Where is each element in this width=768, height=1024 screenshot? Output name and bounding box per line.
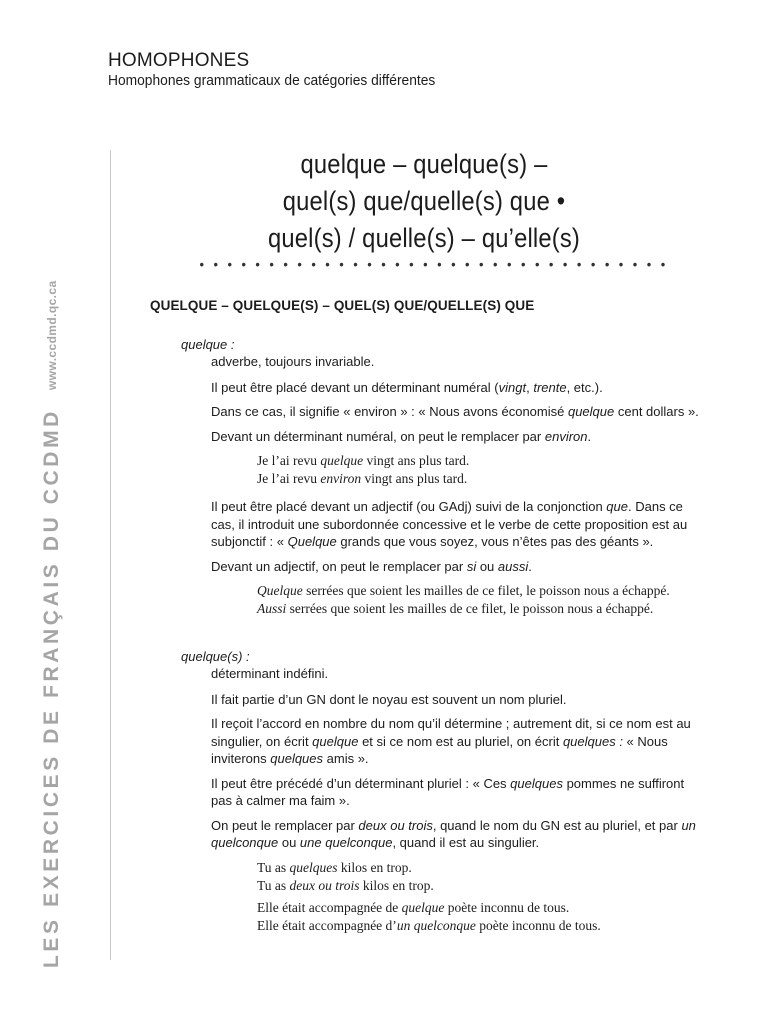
- document-title: [180, 146, 669, 272]
- margin-divider: [110, 150, 111, 960]
- definition: adverbe, toujours invariable.: [211, 354, 375, 369]
- example-line: Elle était accompagnée de quelque poète inconnu de tous.: [257, 899, 570, 915]
- example-line: Tu as deux ou trois kilos en trop.: [257, 877, 434, 893]
- example-line: Elle était accompagnée d’un quelconque poète inconnu de tous.: [257, 917, 601, 933]
- rule-paragraph: Il fait partie d’un GN dont le noyau est souvent un nom pluriel.: [211, 691, 567, 707]
- example-line: Je l’ai revu quelque vingt ans plus tard.: [257, 453, 470, 468]
- rule-paragraph: Il peut être placé devant un déterminant numéral (vingt, trente, etc.).: [211, 379, 603, 395]
- header-title: HOMOPHONES: [108, 50, 250, 71]
- rule-paragraph: Devant un déterminant numéral, on peut le remplacer par environ.: [211, 428, 592, 444]
- rule-paragraph: Dans ce cas, il signifie « environ » : « Nous avons économisé quelque cent dollars ».: [211, 404, 699, 419]
- side-banner: [30, 280, 74, 968]
- title-dotted-rule: • • • • • • • • • • • • • • • • • • • • • • • • • • • • • • • • • •: [199, 256, 669, 272]
- definition: déterminant indéfini.: [211, 666, 329, 681]
- side-banner-title: LES EXERCICES DE FRANÇAIS DU CCDMD: [40, 408, 63, 968]
- rule-paragraph: Il peut être précédé d’un déterminant pluriel : « Ces quelques pommes ne suffiront pas à calmer ma faim ».: [211, 775, 685, 808]
- example-line: Aussi serrées que soient les mailles de ce filet, le poisson nous a échappé.: [257, 601, 654, 616]
- rule-paragraph: Devant un adjectif, on peut le remplacer par si ou aussi.: [211, 558, 532, 574]
- term-quelque: quelque :: [181, 337, 235, 352]
- example-block: [257, 452, 701, 488]
- page-header: [108, 50, 464, 90]
- example-block: [257, 582, 701, 618]
- example-line: Tu as quelques kilos en trop.: [257, 859, 412, 875]
- section-heading: QUELQUE – QUELQUE(S) – QUEL(S) QUE/QUELLE(S) QUE: [150, 298, 535, 313]
- title-line-2: quel(s) que/quelle(s) que •: [282, 186, 566, 216]
- title-line-3: quel(s) / quelle(s) – qu’elle(s): [267, 223, 580, 253]
- rule-paragraph: Il reçoit l’accord en nombre du nom qu’il détermine ; autrement dit, si ce nom est au singulier, on écrit quelque et si ce nom est au pluriel, on écrit quelques : « Nous inviterons quelques amis ».: [211, 716, 691, 766]
- document-body: [181, 336, 701, 942]
- side-banner-url: www.ccdmd.qc.ca: [45, 280, 59, 391]
- example-block: [257, 859, 701, 935]
- rule-paragraph: Il peut être placé devant un adjectif (ou GAdj) suivi de la conjonction que. Dans ce cas, il introduit une subordonnée concessive et le verbe de cette proposition est au subjonctif : « Quelque grands que vous soyez, vous n’êtes pas des géants ».: [211, 499, 688, 549]
- example-line: Je l’ai revu environ vingt ans plus tard.: [257, 471, 468, 486]
- example-line: Quelque serrées que soient les mailles de ce filet, le poisson nous a échappé.: [257, 583, 670, 598]
- term-quelques: quelque(s) :: [181, 649, 250, 664]
- title-line-1: quelque – quelque(s) –: [300, 149, 548, 179]
- header-subtitle: Homophones grammaticaux de catégories différentes: [108, 72, 436, 89]
- rule-paragraph: On peut le remplacer par deux ou trois, quand le nom du GN est au pluriel, et par un quelconque ou une quelconque, quand il est au singulier.: [211, 817, 696, 850]
